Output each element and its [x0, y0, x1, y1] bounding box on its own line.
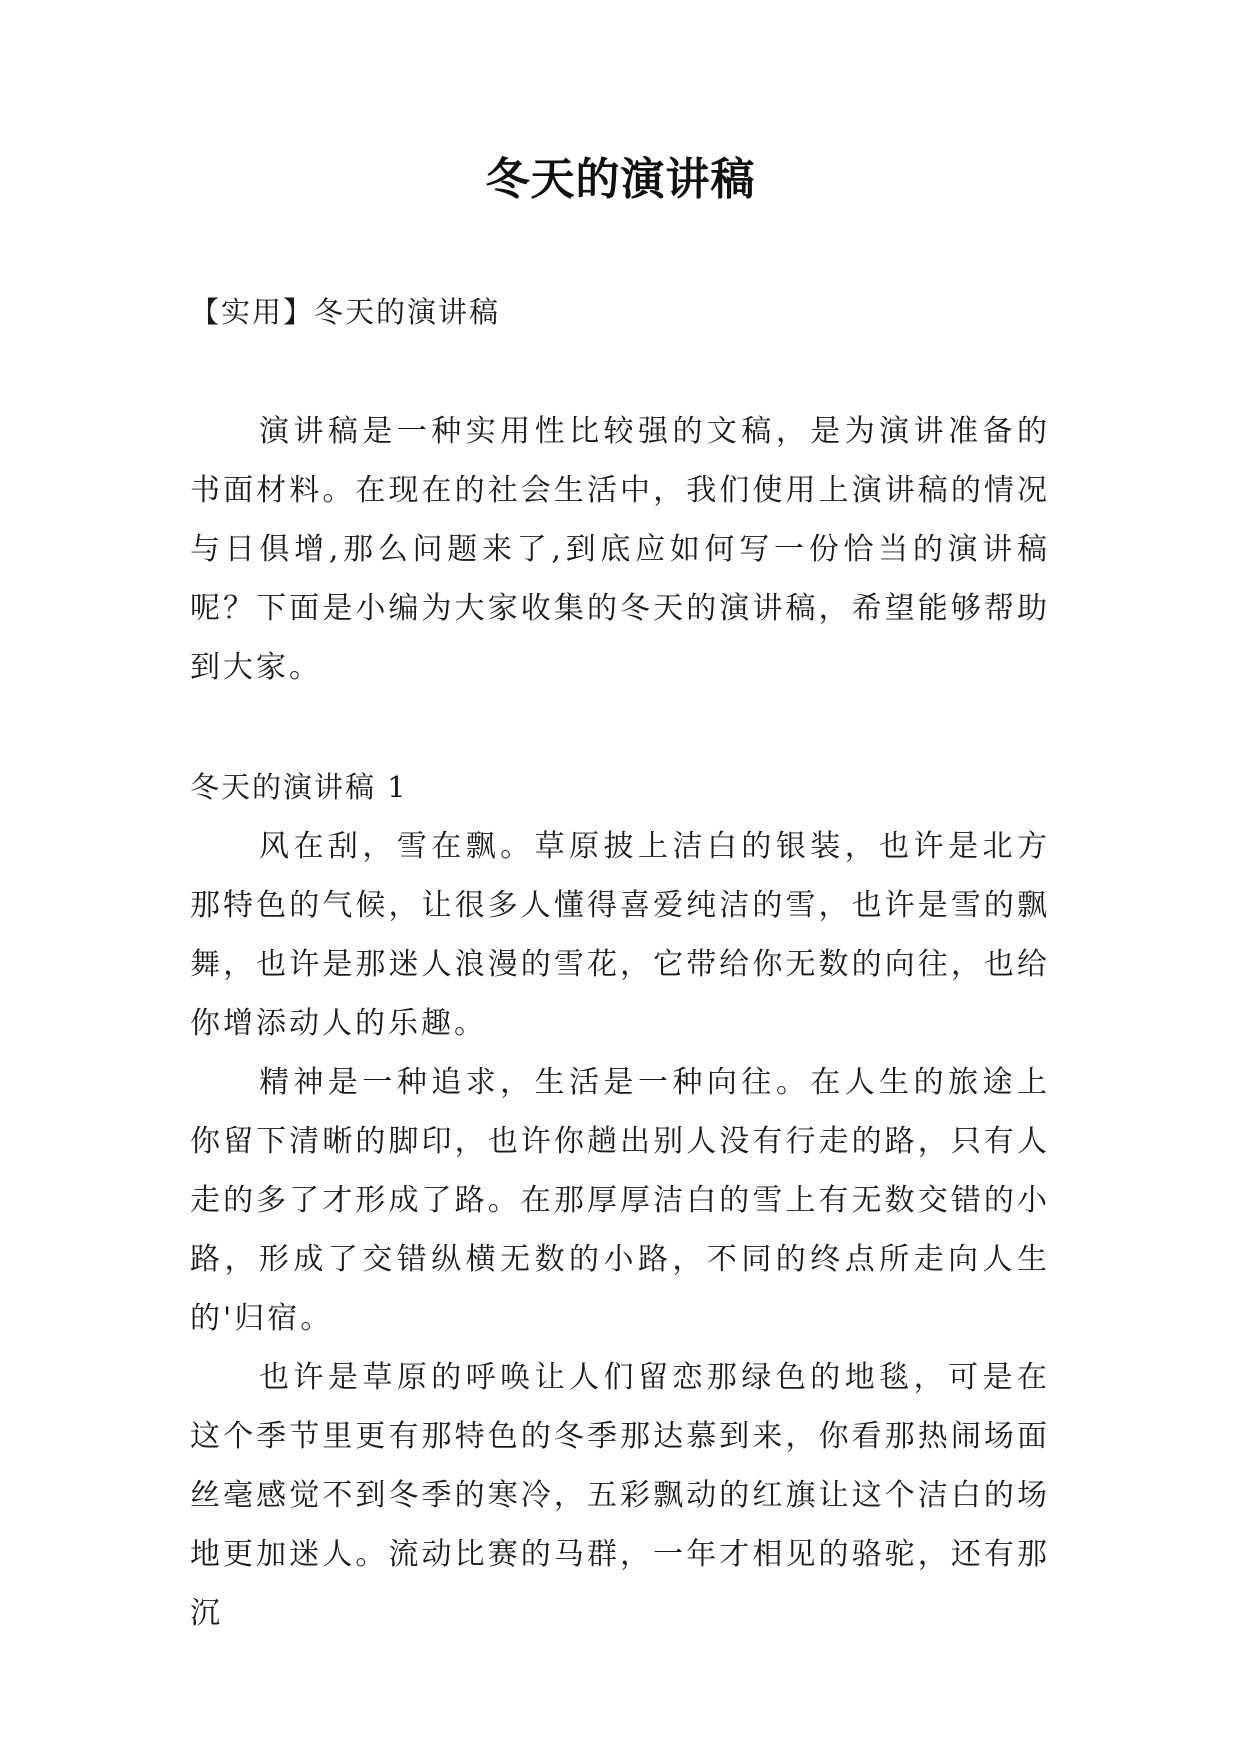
body-paragraph-1: 风在刮，雪在飘。草原披上洁白的银装，也许是北方那特色的气候，让很多人懂得喜爱纯洁的雪，也许是雪的飘舞，也许是那迷人浪漫的雪花，它带给你无数的向往，也给你增添动人的乐趣。 — [190, 829, 1050, 1041]
intro-block — [190, 402, 1050, 697]
body-paragraph-3: 也许是草原的呼唤让人们留恋那绿色的地毯，可是在这个季节里更有那特色的冬季那达慕到来，你看那热闹场面丝毫感觉不到冬季的寒冷，五彩飘动的红旗让这个洁白的场地更加迷人。流动比赛的马群，一年才相见的骆驼，还有那沉 — [190, 1360, 1050, 1631]
section-heading: 冬天的演讲稿 1 — [190, 770, 408, 804]
document-subtitle: 【实用】冬天的演讲稿 — [190, 295, 501, 329]
body-paragraph-2: 精神是一种追求，生活是一种向往。在人生的旅途上你留下清晰的脚印，也许你趟出别人没有行走的路，只有人走的多了才形成了路。在那厚厚洁白的雪上有无数交错的小路，形成了交错纵横无数的小路，不同的终点所走向人生的'归宿。 — [190, 1065, 1050, 1336]
body-block — [190, 817, 1050, 1643]
intro-paragraph: 演讲稿是一种实用性比较强的文稿，是为演讲准备的书面材料。在现在的社会生活中，我们使用上演讲稿的情况与日俱增,那么问题来了,到底应如何写一份恰当的演讲稿呢？下面是小编为大家收集的冬天的演讲稿，希望能够帮助到大家。 — [190, 414, 1050, 685]
document-title: 冬天的演讲稿 — [485, 154, 756, 205]
